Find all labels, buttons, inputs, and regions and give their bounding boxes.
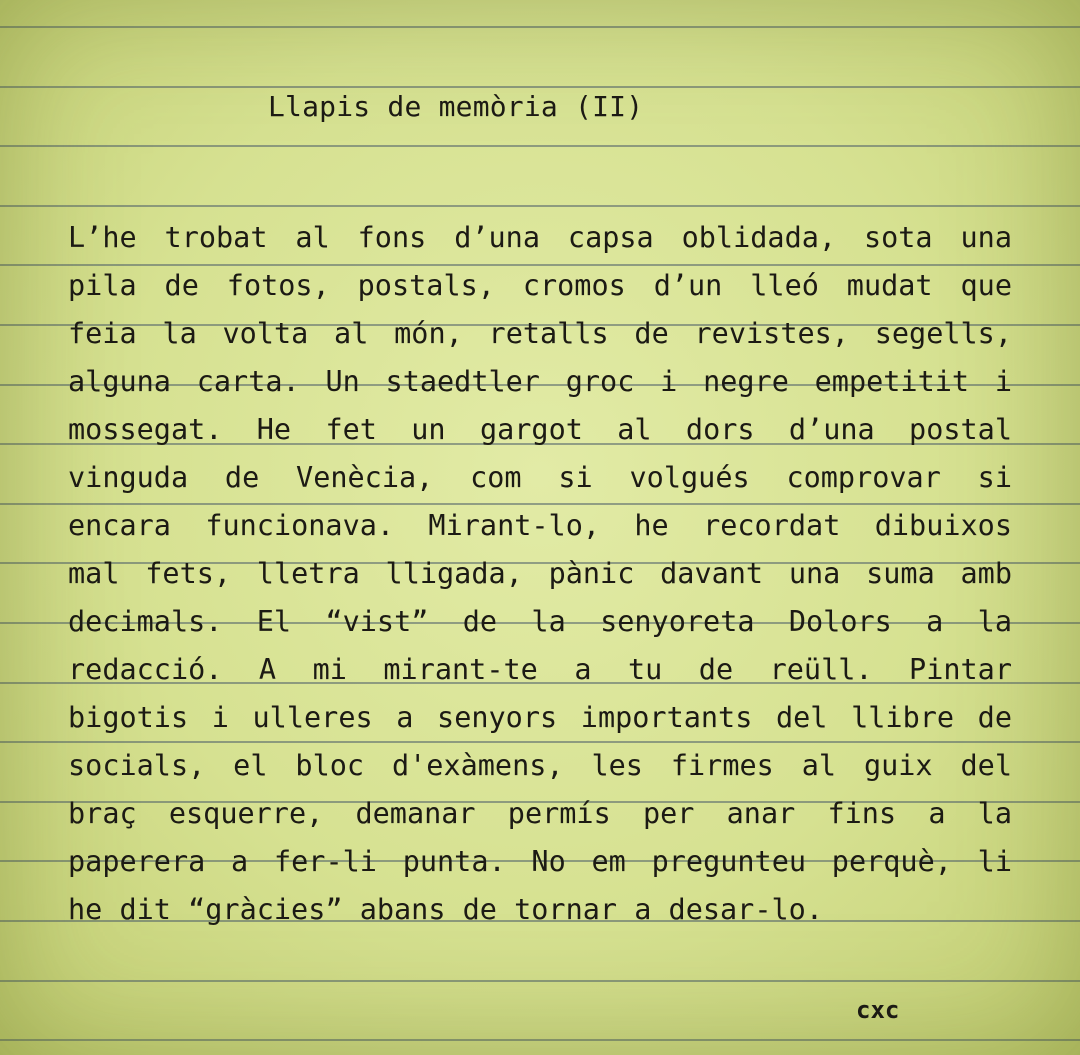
text-line: paperera a fer-li punta. No em pregunteu perquè, li bbox=[68, 845, 1012, 878]
text-line: vinguda de Venècia, com si volgués comprovar si bbox=[68, 461, 1012, 494]
text-line: feia la volta al món, retalls de revistes, segells, bbox=[68, 317, 1012, 350]
page-title: Llapis de memòria (II) bbox=[268, 90, 644, 123]
text-line: pila de fotos, postals, cromos d’un lleó mudat que bbox=[68, 269, 1012, 302]
text-line: alguna carta. Un staedtler groc i negre empetitit i bbox=[68, 365, 1012, 398]
text-line: encara funcionava. Mirant-lo, he recordat dibuixos bbox=[68, 509, 1012, 542]
text-line: L’he trobat al fons d’una capsa oblidada, sota una bbox=[68, 221, 1012, 254]
text-line: bigotis i ulleres a senyors importants del llibre de bbox=[68, 701, 1012, 734]
text-line: socials, el bloc d'exàmens, les firmes al guix del bbox=[68, 749, 1012, 782]
text-line: decimals. El “vist” de la senyoreta Dolors a la bbox=[68, 605, 1012, 638]
body-text bbox=[68, 214, 1012, 934]
text-line: mal fets, lletra lligada, pànic davant una suma amb bbox=[68, 557, 1012, 590]
text-line: mossegat. He fet un gargot al dors d’una postal bbox=[68, 413, 1012, 446]
text-line: he dit “gràcies” abans de tornar a desar-lo. bbox=[68, 893, 823, 926]
text-line: redacció. A mi mirant-te a tu de reüll. Pintar bbox=[68, 653, 1012, 686]
text-line: braç esquerre, demanar permís per anar fins a la bbox=[68, 797, 1012, 830]
signature: cxc bbox=[856, 996, 900, 1024]
